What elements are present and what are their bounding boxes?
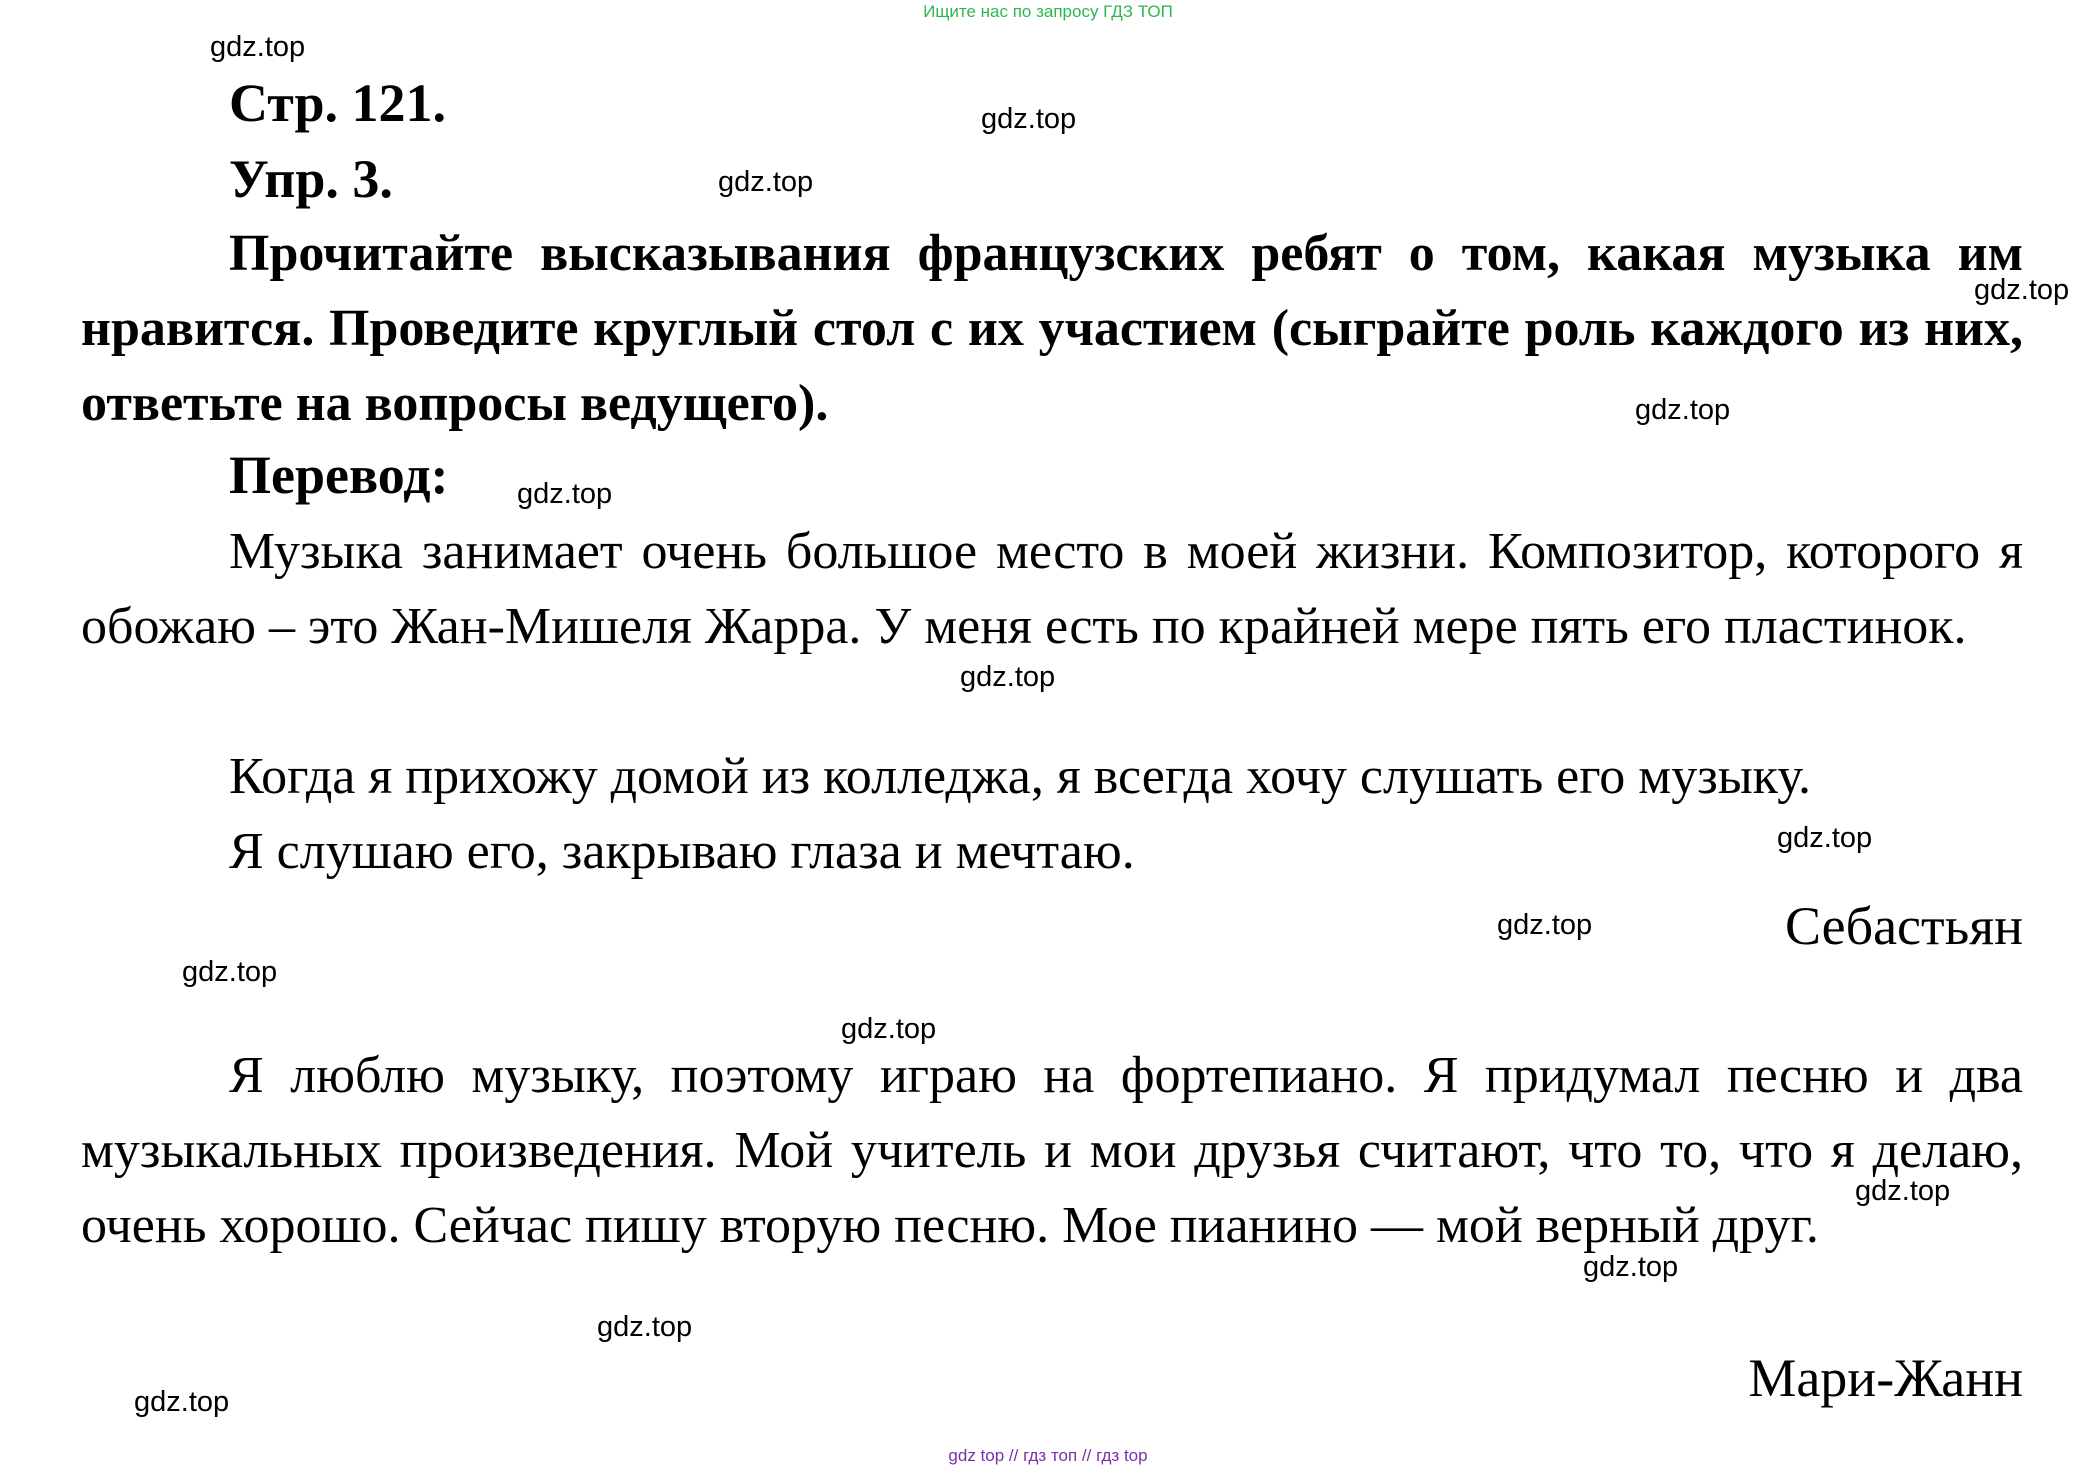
page-heading: Стр. 121. (229, 73, 447, 133)
watermark: gdz.top (182, 956, 278, 988)
watermark: gdz.top (981, 103, 1077, 135)
signature-sebastian: Себастьян (1784, 896, 2023, 956)
watermark: gdz.top (718, 166, 814, 198)
watermark: gdz.top (1974, 274, 2070, 306)
text1-line2: Когда я прихожу домой из колледжа, я всегда хочу слушать его музыку. (229, 748, 1811, 805)
exercise-heading: Упр. 3. (229, 149, 393, 209)
watermark: gdz.top (1583, 1251, 1679, 1283)
watermark: gdz.top (960, 661, 1056, 693)
watermark: gdz.top (1497, 909, 1593, 941)
watermark: gdz.top (1635, 394, 1731, 426)
watermark: gdz.top (841, 1013, 937, 1045)
text2-paragraph: Я люблю музыку, поэтому играю на фортепиано. Я придумал песню и два музыкальных произведения. Мой учитель и мои друзья считают, что то, что я делаю, очень хорошо. Сейчас пишу вторую песню. Мое пианино — мой верный друг. (81, 1047, 2023, 1254)
watermark: gdz.top (517, 478, 613, 510)
watermark: gdz.top (134, 1386, 230, 1418)
signature-marie-jeanne: Мари-Жанн (1748, 1348, 2023, 1408)
bottom-banner: gdz top // гдз топ // гдз top (948, 1446, 1148, 1465)
watermark: gdz.top (597, 1311, 693, 1343)
translation-heading: Перевод: (229, 445, 449, 505)
text1-line3: Я слушаю его, закрываю глаза и мечтаю. (229, 823, 1135, 880)
top-banner: Ищите нас по запросу ГДЗ ТОП (923, 2, 1173, 21)
watermark: gdz.top (1777, 822, 1873, 854)
text1-paragraph: Музыка занимает очень большое место в моей жизни. Композитор, которого я обожаю – это Жан-Мишеля Жарра. У меня есть по крайней мере пять его пластинок. (81, 523, 2023, 655)
watermark: gdz.top (1855, 1175, 1951, 1207)
task-text: Прочитайте высказывания французских ребят о том, какая музыка им нравится. Проведите круглый стол с их участием (сыграйте роль каждого из них, ответьте на вопросы ведущего). (81, 225, 2023, 432)
watermark: gdz.top (210, 31, 306, 63)
